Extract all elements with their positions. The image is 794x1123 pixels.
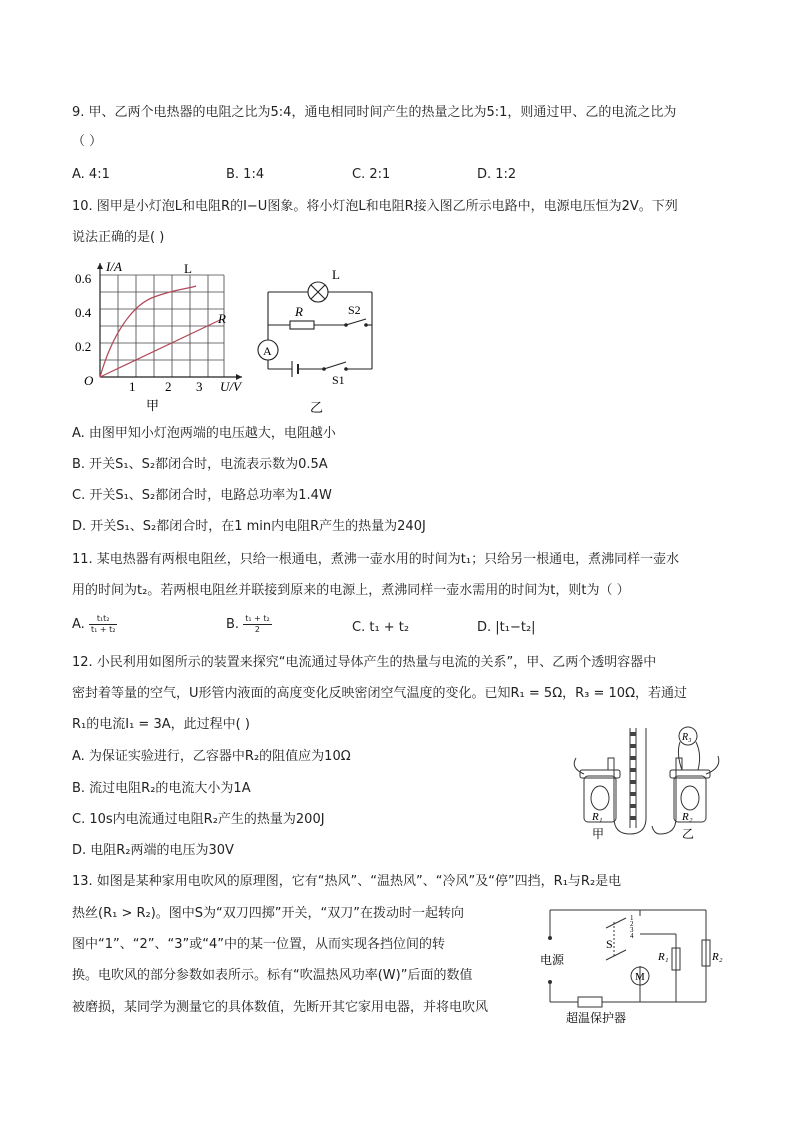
q12-stem-line2: 密封着等量的空气，U形管内液面的高度变化反映密闭空气温度的变化。已知R₁ = 5Ω，R₃ = 10Ω，若通过 xyxy=(72,686,687,701)
q13-protector-label: 超温保护器 xyxy=(566,1011,627,1025)
q13-contact-2: 2 xyxy=(630,920,634,928)
q9-stem-line1: 9. 甲、乙两个电热器的电阻之比为5:4，通电相同时间产生的热量之比为5:1，则通过甲、乙的电流之比为 xyxy=(72,105,677,120)
q12-r3-label: R₃ xyxy=(682,732,692,743)
q11-option-b-fraction xyxy=(243,614,271,635)
q13-r2-label: R₂ xyxy=(712,951,723,963)
q11-stem-line2: 用的时间为t₂。若两根电阻丝并联接到原来的电源上，煮沸同样一壶水需用的时间为t，则t为（ ） xyxy=(72,583,630,598)
q11-option-a-prefix: A. xyxy=(72,617,85,632)
q13-contact-1: 1 xyxy=(630,914,634,922)
switch1-label: S1 xyxy=(332,373,345,387)
q12-option-a: A. 为保证实验进行，乙容器中R₂的阻值应为10Ω xyxy=(72,749,351,764)
switch2-label: S2 xyxy=(348,303,361,317)
q11-option-a-numerator: t₁t₂ xyxy=(89,614,117,625)
q11-option-a-fraction xyxy=(89,614,117,635)
q12-r2-label: R₂ xyxy=(682,811,693,823)
xtick-2: 2 xyxy=(165,379,172,394)
q13-contact-4: 4 xyxy=(630,932,634,940)
circuit-caption: 乙 xyxy=(310,400,324,415)
lamp-label: L xyxy=(332,267,340,282)
q9-option-b: B. 1:4 xyxy=(226,167,265,182)
q11-option-b-prefix: B. xyxy=(226,617,240,632)
q11-option-b-denominator: 2 xyxy=(254,625,260,634)
q9-option-c: C. 2:1 xyxy=(352,167,391,182)
q13-stem-line5: 被磨损，某同学为测量它的具体数值，先断开其它家用电器，并将电吹风 xyxy=(72,1000,489,1015)
q13-contact-3: 3 xyxy=(630,926,634,934)
q12-container-right-caption: 乙 xyxy=(682,827,695,841)
q10-stem-line1: 10. 图甲是小灯泡L和电阻R的I−U图象。将小灯泡L和电阻R接入图乙所示电路中，电源电压恒为2V。下列 xyxy=(72,199,678,214)
q11-option-c: C. t₁ + t₂ xyxy=(352,620,410,635)
q11-option-b xyxy=(226,614,272,635)
graph-origin: O xyxy=(84,373,94,388)
q13-stem-line2: 热丝(R₁ > R₂)。图中S为“双刀四掷”开关，“双刀”在拨动时一起转向 xyxy=(72,906,464,921)
q13-hairdryer-circuit xyxy=(536,898,736,1028)
ytick-02: 0.2 xyxy=(75,339,92,354)
ammeter-label: A xyxy=(263,344,272,358)
q12-r1-label: R₁ xyxy=(592,811,603,823)
q12-option-b: B. 流过电阻R₂的电流大小为1A xyxy=(72,781,251,796)
q9-stem-line2: （ ） xyxy=(72,134,103,149)
q10-option-a: A. 由图甲知小灯泡两端的电压越大，电阻越小 xyxy=(72,426,336,441)
ytick-06: 0.6 xyxy=(75,271,92,286)
q10-iu-graph xyxy=(72,255,262,415)
q10-option-d: D. 开关S₁、S₂都闭合时，在1 min内电阻R产生的热量为240J xyxy=(72,519,426,534)
q13-motor-label: M xyxy=(635,971,645,983)
q10-option-c: C. 开关S₁、S₂都闭合时，电路总功率为1.4W xyxy=(72,488,332,503)
q12-option-d: D. 电阻R₂两端的电压为30V xyxy=(72,843,234,858)
q13-r1-label: R₁ xyxy=(658,951,669,963)
xtick-3: 3 xyxy=(196,379,203,394)
q12-stem-line1: 12. 小民利用如图所示的装置来探究“电流通过导体产生的热量与电流的关系”，甲、乙两个透明容器中 xyxy=(72,655,657,670)
xtick-1: 1 xyxy=(129,379,136,394)
q11-option-d: D. |t₁−t₂| xyxy=(477,620,536,635)
q13-stem-line4: 换。电吹风的部分参数如表所示。标有“吹温热风功率(W)”后面的数值 xyxy=(72,968,473,983)
q13-stem-line3: 图中“1”、“2”、“3”或“4”中的某一位置，从而实现各挡位间的转 xyxy=(72,937,445,952)
resistor-label: R xyxy=(295,304,303,319)
graph-caption: 甲 xyxy=(146,398,160,413)
q10-stem-line2: 说法正确的是( ) xyxy=(72,230,165,245)
curve-label-l: L xyxy=(184,261,192,276)
q11-stem-line1: 11. 某电热器有两根电阻丝，只给一根通电，煮沸一壶水用的时间为t₁；只给另一根通电，煮沸同样一壶水 xyxy=(72,552,680,567)
q11-option-a xyxy=(72,614,117,635)
q13-source-label: 电源 xyxy=(540,953,565,967)
q10-option-b: B. 开关S₁、S₂都闭合时，电流表示数为0.5A xyxy=(72,457,328,472)
q10-circuit xyxy=(250,262,390,417)
q9-option-d: D. 1:2 xyxy=(477,167,517,182)
curve-label-r: R xyxy=(218,311,226,326)
q12-apparatus xyxy=(570,718,730,846)
q11-option-a-denominator: t₁ + t₂ xyxy=(90,625,116,634)
q12-container-left-caption: 甲 xyxy=(592,827,605,841)
q12-option-c: C. 10s内电流通过电阻R₂产生的热量为200J xyxy=(72,812,325,827)
q13-stem-line1: 13. 如图是某种家用电吹风的原理图，它有“热风”、“温热风”、“冷风”及“停”四挡，R₁与R₂是电 xyxy=(72,874,622,889)
graph-ylabel: I/A xyxy=(106,259,122,274)
q11-option-b-numerator: t₁ + t₂ xyxy=(245,614,270,623)
ytick-04: 0.4 xyxy=(75,305,92,320)
graph-xlabel: U/V xyxy=(220,379,241,394)
q12-stem-line3: R₁的电流I₁ = 3A，此过程中( ) xyxy=(72,717,250,732)
q13-switch-label: S xyxy=(606,937,613,951)
q9-option-a: A. 4:1 xyxy=(72,167,110,182)
lamp-curve xyxy=(100,286,196,377)
